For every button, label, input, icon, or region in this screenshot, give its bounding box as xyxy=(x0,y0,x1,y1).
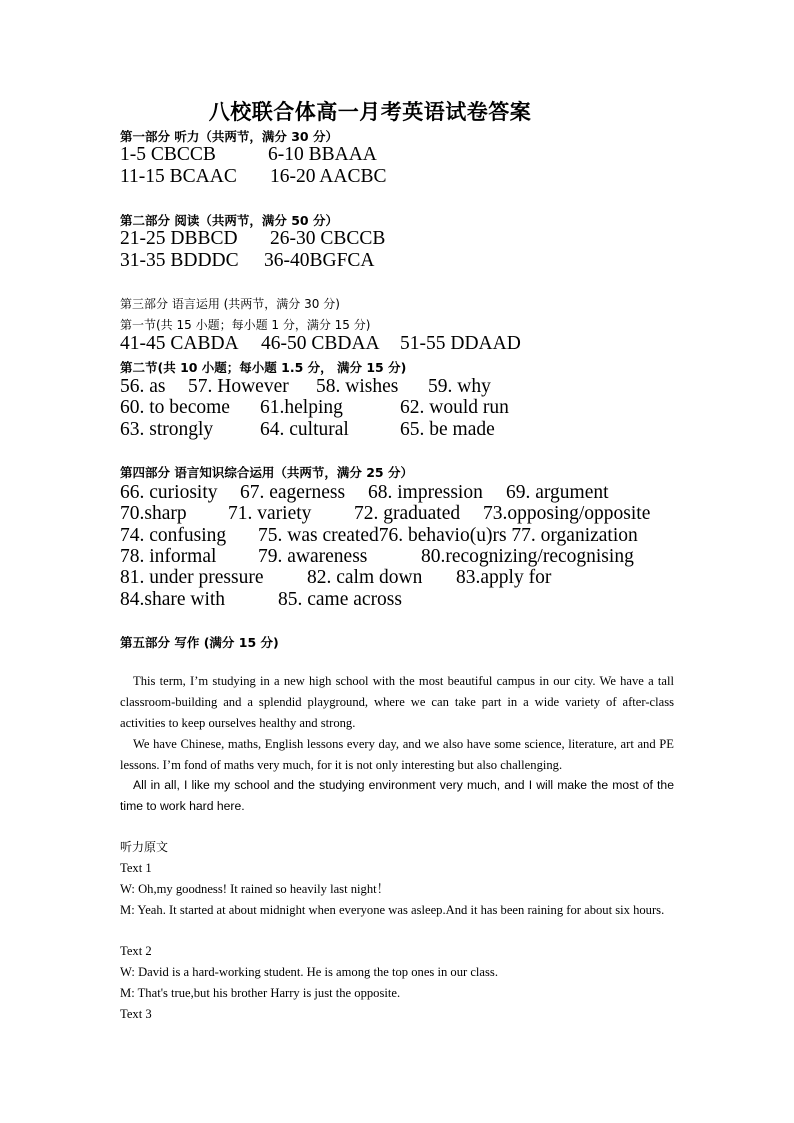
answer-item: 74. confusing xyxy=(120,525,227,546)
answer-group: 11-15 BCAAC xyxy=(120,166,237,187)
answer-item: 71. variety xyxy=(228,503,312,524)
dialogue-line: W: David is a hard-working student. He is among the top ones in our class. xyxy=(120,965,498,979)
part3-section2-heading: 第二节(共 10 小题；每小题 1.5 分， 满分 15 分) xyxy=(120,360,407,375)
answer-item: 82. calm down xyxy=(307,567,423,588)
answer-item: 61.helping xyxy=(260,397,343,418)
answer-item: 66. curiosity xyxy=(120,482,218,503)
answer-item: 64. cultural xyxy=(260,419,349,440)
answer-item: 68. impression xyxy=(368,482,483,503)
answer-item: 80.recognizing/recognising xyxy=(421,546,634,567)
answer-group: 1-5 CBCCB xyxy=(120,144,216,165)
transcript-heading: 听力原文 xyxy=(120,840,169,854)
dialogue-line: M: That's true,but his brother Harry is just the opposite. xyxy=(120,986,401,1000)
part5-heading: 第五部分 写作 (满分 15 分) xyxy=(120,635,279,650)
answer-group: 21-25 DBBCD xyxy=(120,228,238,249)
text-label: Text 2 xyxy=(120,944,152,958)
answer-group: 6-10 BBAAA xyxy=(268,144,377,165)
answer-item: 63. strongly xyxy=(120,419,214,440)
answer-item: 69. argument xyxy=(506,482,609,503)
answer-item: 73.opposing/opposite xyxy=(483,503,651,524)
answer-item: 81. under pressure xyxy=(120,567,264,588)
answer-group: 51-55 DDAAD xyxy=(400,333,521,354)
answer-item: 75. was created76. behavio(u)rs 77. organization xyxy=(258,525,638,546)
answer-item: 67. eagerness xyxy=(240,482,346,503)
answer-group: 31-35 BDDDC xyxy=(120,250,239,271)
answer-item: 57. However xyxy=(188,376,289,397)
essay-paragraph: We have Chinese, maths, English lessons every day, and we also have some science, literature, art and PE lessons. I’m fond of maths very much, for it is not only interesting but also challenging. xyxy=(120,737,674,772)
answer-item: 78. informal xyxy=(120,546,217,567)
part2-heading: 第二部分 阅读（共两节，满分 50 分） xyxy=(120,213,338,228)
answer-item: 85. came across xyxy=(278,589,402,610)
dialogue-line: M: Yeah. It started at about midnight when everyone was asleep.And it has been raining for about six hours. xyxy=(120,903,665,917)
answer-item: 62. would run xyxy=(400,397,509,418)
answer-item: 83.apply for xyxy=(456,567,552,588)
page-title: 八校联合体高一月考英语试卷答案 xyxy=(208,100,532,124)
answer-item: 70.sharp xyxy=(120,503,187,524)
part1-heading: 第一部分 听力（共两节，满分 30 分） xyxy=(120,129,338,144)
text-label: Text 3 xyxy=(120,1007,152,1021)
answer-item: 84.share with xyxy=(120,589,226,610)
answer-group: 41-45 CABDA xyxy=(120,333,239,354)
part4-heading: 第四部分 语言知识综合运用（共两节，满分 25 分） xyxy=(120,465,413,480)
answer-item: 79. awareness xyxy=(258,546,368,567)
dialogue-line: W: Oh,my goodness! It rained so heavily last night！ xyxy=(120,882,390,896)
answer-group: 16-20 AACBC xyxy=(270,166,387,187)
answer-item: 72. graduated xyxy=(354,503,461,524)
answer-group: 46-50 CBDAA xyxy=(261,333,380,354)
answer-item: 59. why xyxy=(428,376,491,397)
answer-item: 60. to become xyxy=(120,397,230,418)
answer-item: 56. as xyxy=(120,376,166,397)
answer-group: 36-40BGFCA xyxy=(264,250,375,271)
answer-group: 26-30 CBCCB xyxy=(270,228,386,249)
essay-paragraph: All in all, I like my school and the studying environment very much, and I will make the most of the time to work hard here. xyxy=(120,778,674,813)
answer-item: 58. wishes xyxy=(316,376,399,397)
answer-item: 65. be made xyxy=(400,419,495,440)
part3-heading: 第三部分 语言运用 (共两节，满分 30 分) xyxy=(120,297,340,311)
part3-section1-heading: 第一节(共 15 小题；每小题 1 分，满分 15 分) xyxy=(120,318,371,332)
text-label: Text 1 xyxy=(120,861,152,875)
essay-paragraph: This term, I’m studying in a new high school with the most beautiful campus in our city. We have a tall classroom-building and a splendid playground, where we can take part in a wide variety of after-class activities to keep ourselves healthy and strong. xyxy=(120,674,674,730)
